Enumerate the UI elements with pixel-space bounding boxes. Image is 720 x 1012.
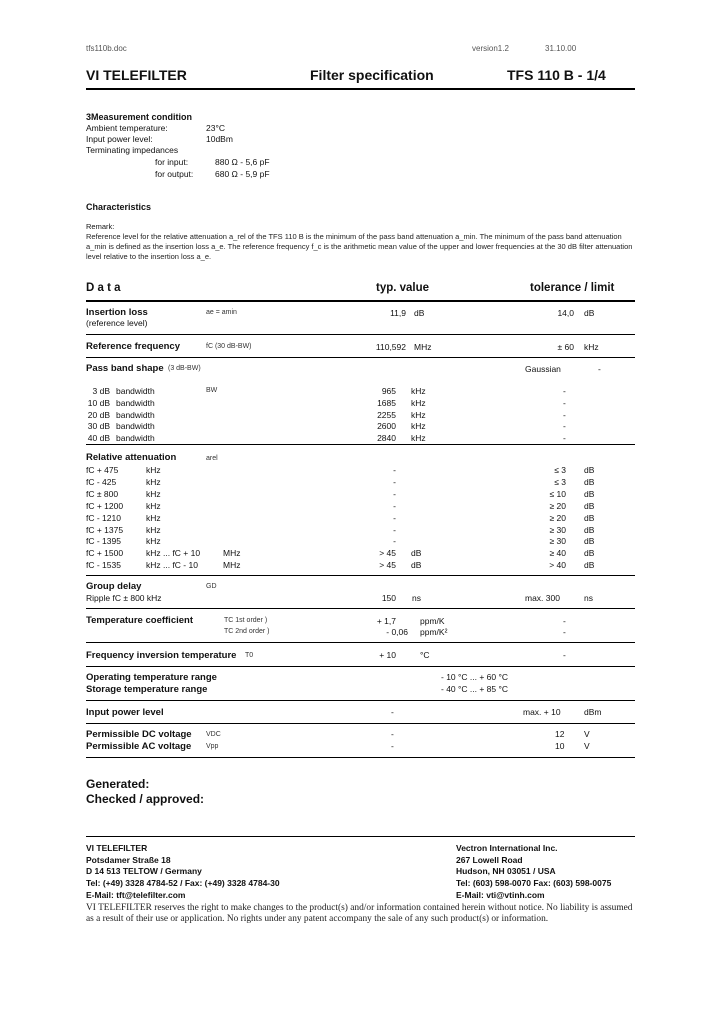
insertion-loss-tol-unit: dB xyxy=(584,308,595,318)
attenuation-frequency: fC - 1535 xyxy=(86,560,121,571)
attenuation-tol-unit: dB xyxy=(584,560,595,571)
for-input-value: 880 Ω - 5,6 pF xyxy=(215,157,270,167)
attenuation-unit: kHz ... fC - 10 xyxy=(146,560,198,571)
data-heading: D a t a xyxy=(86,282,121,294)
pass-band-tol: Gaussian xyxy=(525,364,561,374)
attenuation-tol-unit: dB xyxy=(584,548,595,559)
insertion-loss-tol: 14,0 xyxy=(557,308,574,318)
bandwidth-value: 2600 xyxy=(377,421,396,432)
for-input-label: for input: xyxy=(155,157,189,167)
terminating-impedances-label: Terminating impedances xyxy=(86,145,179,155)
bandwidth-db: 10 dB xyxy=(87,397,110,408)
attenuation-unit: kHz xyxy=(146,512,161,523)
dc-voltage-tol-unit: V xyxy=(584,729,590,739)
reference-frequency-symbol: fC (30 dB-BW) xyxy=(206,343,252,350)
group-delay-tol-unit: ns xyxy=(584,593,593,603)
dc-voltage-tol: 12 xyxy=(555,729,565,739)
input-power-label: Input power level: xyxy=(86,134,153,144)
footer-left-line: Potsdamer Straße 18 xyxy=(86,854,171,865)
frequency-inversion-label: Frequency inversion temperature xyxy=(86,650,237,661)
disclaimer-text: VI TELEFILTER reserves the right to make changes to the product(s) and/or information contained herein without notice. No liability is assumed as a result of their use or application. No rights under any patent accompany the sale of any such product(s) or information. xyxy=(86,903,633,924)
attenuation-tol: > 40 xyxy=(549,560,566,571)
insertion-loss-sub: (reference level) xyxy=(86,318,148,328)
group-delay-unit: ns xyxy=(412,593,421,603)
footer-left-line: Tel: (+49) 3328 4784-52 / Fax: (+49) 3328 4784-30 xyxy=(86,878,280,889)
bandwidth-unit: kHz xyxy=(411,409,426,420)
temperature-coefficient-label: Temperature coefficient xyxy=(86,615,193,626)
attenuation-typ-unit: dB xyxy=(411,548,422,559)
bandwidth-label: bandwidth xyxy=(116,421,155,432)
bandwidth-tol: - xyxy=(563,409,566,420)
attenuation-unit: kHz xyxy=(146,476,161,487)
row-divider xyxy=(86,444,635,445)
attenuation-tol: ≤ 10 xyxy=(549,488,566,499)
attenuation-tol-unit: dB xyxy=(584,524,595,535)
reference-frequency-tol: ± 60 xyxy=(557,342,574,352)
row-divider xyxy=(86,608,635,609)
footer-address-telefilter xyxy=(86,843,280,902)
attenuation-range: MHz xyxy=(223,548,241,559)
tolerance-heading: tolerance / limit xyxy=(530,282,615,294)
group-delay-label: Group delay xyxy=(86,581,142,592)
attenuation-typ: > 45 xyxy=(379,560,396,571)
pass-band-tol-dash: - xyxy=(598,364,601,374)
ac-voltage-tol-unit: V xyxy=(584,741,590,751)
operating-temp-value: - 10 °C ... + 60 °C xyxy=(441,672,509,682)
footer-left-line: VI TELEFILTER xyxy=(86,843,148,853)
bandwidth-label: bandwidth xyxy=(116,386,155,396)
row-divider xyxy=(86,334,635,335)
bandwidth-label: bandwidth xyxy=(116,397,155,408)
frequency-inversion-typ: + 10 xyxy=(379,650,396,660)
part-number-title: TFS 110 B - 1/4 xyxy=(507,67,606,83)
relative-attenuation-label: Relative attenuation xyxy=(86,452,177,463)
company-title: VI TELEFILTER xyxy=(86,67,187,83)
ac-voltage-tol: 10 xyxy=(555,741,565,751)
attenuation-typ: - xyxy=(393,500,396,511)
attenuation-unit: kHz xyxy=(146,465,161,475)
attenuation-typ: > 45 xyxy=(379,548,396,559)
document-type-title: Filter specification xyxy=(310,67,434,83)
attenuation-tol: ≤ 3 xyxy=(554,476,566,487)
attenuation-tol-unit: dB xyxy=(584,512,595,523)
remark-label: Remark: xyxy=(86,222,115,231)
bandwidth-value: 2255 xyxy=(377,409,396,420)
attenuation-unit: kHz xyxy=(146,488,161,499)
input-power-value: 10dBm xyxy=(206,134,233,144)
reference-frequency-typ: 110,592 xyxy=(375,342,406,352)
frequency-inversion-unit: °C xyxy=(420,650,430,660)
footer-right-line: Tel: (603) 598-0070 Fax: (603) 598-0075 xyxy=(456,878,612,889)
for-output-label: for output: xyxy=(155,169,194,179)
attenuation-tol: ≥ 30 xyxy=(549,536,566,547)
insertion-loss-typ: 11,9 xyxy=(390,308,406,318)
header-rule xyxy=(86,88,635,90)
attenuation-typ: - xyxy=(393,488,396,499)
attenuation-frequency: fC - 1210 xyxy=(86,512,121,523)
frequency-inversion-tol: - xyxy=(563,650,566,660)
attenuation-frequency: fC - 425 xyxy=(86,476,117,487)
row-divider xyxy=(86,723,635,724)
attenuation-tol: ≥ 30 xyxy=(549,524,566,535)
attenuation-unit: kHz xyxy=(146,536,161,547)
input-power-level-tol: max. + 10 xyxy=(523,707,561,717)
version-date: 31.10.00 xyxy=(545,44,577,53)
attenuation-typ: - xyxy=(393,524,396,535)
bandwidth-db: 40 dB xyxy=(87,433,110,444)
bandwidth-db: 30 dB xyxy=(87,421,110,432)
attenuation-tol-unit: dB xyxy=(584,536,595,547)
input-power-level-label: Input power level xyxy=(86,707,164,718)
bandwidth-tol: - xyxy=(563,397,566,408)
ambient-temp-label: Ambient temperature: xyxy=(86,123,168,133)
attenuation-frequency: fC + 1500 xyxy=(86,548,124,559)
bandwidth-unit: kHz xyxy=(411,397,426,408)
dc-voltage-typ: - xyxy=(391,729,394,739)
insertion-loss-symbol: ae = amin xyxy=(206,309,237,316)
tc-second-order-typ: - 0,06 xyxy=(386,627,408,637)
attenuation-unit: kHz xyxy=(146,500,161,511)
insertion-loss-label: Insertion loss xyxy=(86,307,148,318)
attenuation-tol: ≥ 20 xyxy=(549,500,566,511)
attenuation-frequency: fC + 475 xyxy=(86,465,119,475)
bandwidth-unit: kHz xyxy=(411,421,426,432)
ac-voltage-symbol: Vpp xyxy=(206,743,219,750)
pass-band-label: Pass band shape xyxy=(86,363,164,374)
dc-voltage-symbol: VDC xyxy=(206,731,221,738)
bandwidth-unit: kHz xyxy=(411,386,426,396)
footer-right-line: Hudson, NH 03051 / USA xyxy=(456,866,556,877)
bandwidth-tol: - xyxy=(563,386,566,396)
footer-rule xyxy=(86,836,635,837)
footer-left-email: E-Mail: tft@telefilter.com xyxy=(86,889,186,900)
reference-frequency-tol-unit: kHz xyxy=(584,342,599,352)
tc-second-order-tol: - xyxy=(563,627,566,637)
group-delay-symbol: GD xyxy=(206,583,217,590)
ac-voltage-typ: - xyxy=(391,741,394,751)
attenuation-typ: - xyxy=(393,512,396,523)
row-divider xyxy=(86,700,635,701)
insertion-loss-unit: dB xyxy=(414,308,425,318)
footer-left-line: D 14 513 TELTOW / Germany xyxy=(86,866,202,877)
tc-first-order-tol: - xyxy=(563,616,566,626)
attenuation-tol-unit: dB xyxy=(584,488,595,499)
group-delay-ripple: Ripple fC ± 800 kHz xyxy=(86,593,162,603)
bandwidth-db: 20 dB xyxy=(87,409,110,420)
attenuation-tol: ≤ 3 xyxy=(554,465,566,475)
footer-right-line: 267 Lowell Road xyxy=(456,854,523,865)
bandwidth-unit: kHz xyxy=(411,433,426,444)
row-divider xyxy=(86,666,635,667)
attenuation-typ: - xyxy=(393,536,396,547)
row-divider xyxy=(86,357,635,358)
attenuation-frequency: fC ± 800 xyxy=(86,488,119,499)
tc-first-order-typ: + 1,7 xyxy=(376,616,396,626)
version-label: version1.2 xyxy=(472,44,509,53)
row-divider xyxy=(86,757,635,758)
bandwidth-tol: - xyxy=(563,433,566,444)
input-power-level-tol-unit: dBm xyxy=(584,707,602,717)
measurement-title: 3Measurement condition xyxy=(86,112,193,122)
bandwidth-label: bandwidth xyxy=(116,409,155,420)
bandwidth-value: 2840 xyxy=(377,433,396,444)
tc-first-order-unit: ppm/K xyxy=(420,616,445,626)
row-divider xyxy=(86,642,635,643)
attenuation-tol: ≥ 40 xyxy=(549,548,566,559)
attenuation-unit: kHz ... fC + 10 xyxy=(146,548,201,559)
attenuation-frequency: fC + 1200 xyxy=(86,500,124,511)
group-delay-tol: max. 300 xyxy=(525,593,560,603)
attenuation-tol: ≥ 20 xyxy=(549,512,566,523)
attenuation-tol-unit: dB xyxy=(584,465,595,475)
generated-label: Generated: xyxy=(86,777,150,791)
footer-right-email: E-Mail: vti@vtinh.com xyxy=(456,889,545,900)
attenuation-typ-unit: dB xyxy=(411,560,422,571)
for-output-value: 680 Ω - 5,9 pF xyxy=(215,169,270,179)
storage-temp-value: - 40 °C ... + 85 °C xyxy=(441,684,509,694)
row-divider xyxy=(86,575,635,576)
typ-value-heading: typ. value xyxy=(376,282,430,294)
tc-first-order-symbol: TC 1st order ) xyxy=(224,617,268,624)
input-power-level-typ: - xyxy=(391,707,394,717)
attenuation-unit: kHz xyxy=(146,524,161,535)
attenuation-frequency: fC + 1375 xyxy=(86,524,124,535)
bandwidth-label: bandwidth xyxy=(116,433,155,444)
pass-band-sub: (3 dB-BW) xyxy=(168,365,201,372)
checked-approved-label: Checked / approved: xyxy=(86,792,205,806)
attenuation-tol-unit: dB xyxy=(584,476,595,487)
dc-voltage-label: Permissible DC voltage xyxy=(86,729,192,740)
attenuation-tol-unit: dB xyxy=(584,500,595,511)
relative-attenuation-symbol: arel xyxy=(206,455,218,462)
reference-frequency-unit: MHz xyxy=(414,342,432,352)
bandwidth-value: 965 xyxy=(381,386,396,396)
data-header-rule xyxy=(86,300,635,302)
characteristics-title: Characteristics xyxy=(86,202,152,212)
ac-voltage-label: Permissible AC voltage xyxy=(86,741,192,752)
attenuation-typ: - xyxy=(393,465,396,475)
bandwidth-value: 1685 xyxy=(377,397,396,408)
footer-right-line: Vectron International Inc. xyxy=(456,843,558,853)
group-delay-typ: 150 xyxy=(381,593,396,603)
tc-second-order-symbol: TC 2nd order ) xyxy=(224,628,270,635)
operating-temp-label: Operating temperature range xyxy=(86,672,217,683)
attenuation-typ: - xyxy=(393,476,396,487)
ambient-temp-value: 23°C xyxy=(206,123,225,133)
storage-temp-label: Storage temperature range xyxy=(86,684,208,695)
attenuation-range: MHz xyxy=(223,560,241,571)
characteristics-paragraph: Reference level for the relative attenuation a_rel of the TFS 110 B is the minimum of the pass band attenuation a_min. The minimum of the pass band attenuation a_min is defined as the insertion loss a_e. The reference frequency f_c is the arithmetic mean value of the upper and lower frequencies at the 30 dB filter attenuation level relative to the insertion loss a_e. xyxy=(86,232,633,261)
reference-frequency-label: Reference frequency xyxy=(86,341,180,352)
frequency-inversion-symbol: T0 xyxy=(245,652,254,659)
footer-address-vectron xyxy=(456,843,611,902)
tc-second-order-unit: ppm/K² xyxy=(420,627,448,637)
file-name: tfs110b.doc xyxy=(86,44,127,53)
bandwidth-db: 3 dB xyxy=(92,386,110,396)
bandwidth-symbol: BW xyxy=(206,387,218,394)
attenuation-frequency: fC - 1395 xyxy=(86,536,121,547)
bandwidth-tol: - xyxy=(563,421,566,432)
